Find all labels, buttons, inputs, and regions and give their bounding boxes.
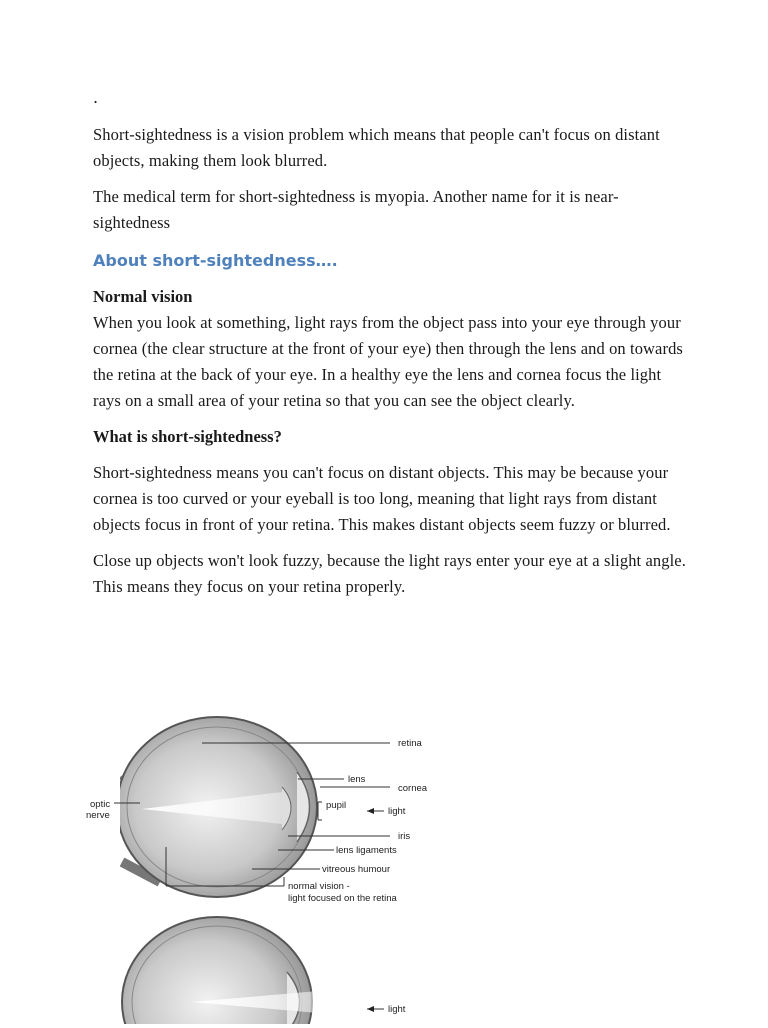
label-light-lower: light — [388, 1004, 406, 1015]
eye-diagram-svg — [82, 712, 442, 1024]
normal-vision-paragraph: When you look at something, light rays from the object pass into your eye through your cornea (the clear structure at the front of your eye) then through the lens and on towards the retina at the back of your eye. In a healthy eye the lens and cornea focus the light rays on a small area of your retina so that you can see the object clearly. — [93, 313, 683, 410]
section-heading-about: About short-sightedness…. — [93, 251, 338, 270]
label-normal-vision: normal vision - — [288, 881, 350, 892]
label-optic: optic — [90, 799, 111, 810]
label-nerve: nerve — [86, 810, 110, 821]
label-pupil: pupil — [326, 800, 347, 811]
eye-diagram — [82, 712, 442, 1024]
normal-vision-heading: Normal vision — [93, 287, 193, 306]
label-light: light — [388, 806, 406, 817]
stray-dot: . — [93, 88, 99, 107]
label-iris: iris — [398, 831, 411, 842]
close-up-paragraph: Close up objects won't look fuzzy, because the light rays enter your eye at a slight angle. This means they focus on your retina properly. — [93, 551, 686, 596]
document-page — [93, 88, 693, 610]
intro-paragraph: Short-sightedness is a vision problem which means that people can't focus on distant objects, making them look blurred. — [93, 125, 660, 170]
medical-term-paragraph: The medical term for short-sightedness is myopia. Another name for it is near-sightedness — [93, 187, 619, 232]
label-lens-ligaments: lens ligaments — [336, 845, 397, 856]
label-light-focused: light focused on the retina — [288, 893, 397, 904]
what-is-paragraph: Short-sightedness means you can't focus on distant objects. This may be because your cornea is too curved or your eyeball is too long, meaning that light rays from distant objects focus in front of your retina. This makes distant objects seem fuzzy or blurred. — [93, 463, 671, 534]
label-retina: retina — [398, 738, 422, 749]
label-vitreous-humour: vitreous humour — [322, 864, 391, 875]
label-cornea: cornea — [398, 783, 428, 794]
eye-cross-section-myopia — [82, 912, 352, 1024]
label-lens: lens — [348, 774, 366, 785]
what-is-heading: What is short-sightedness? — [93, 427, 282, 446]
